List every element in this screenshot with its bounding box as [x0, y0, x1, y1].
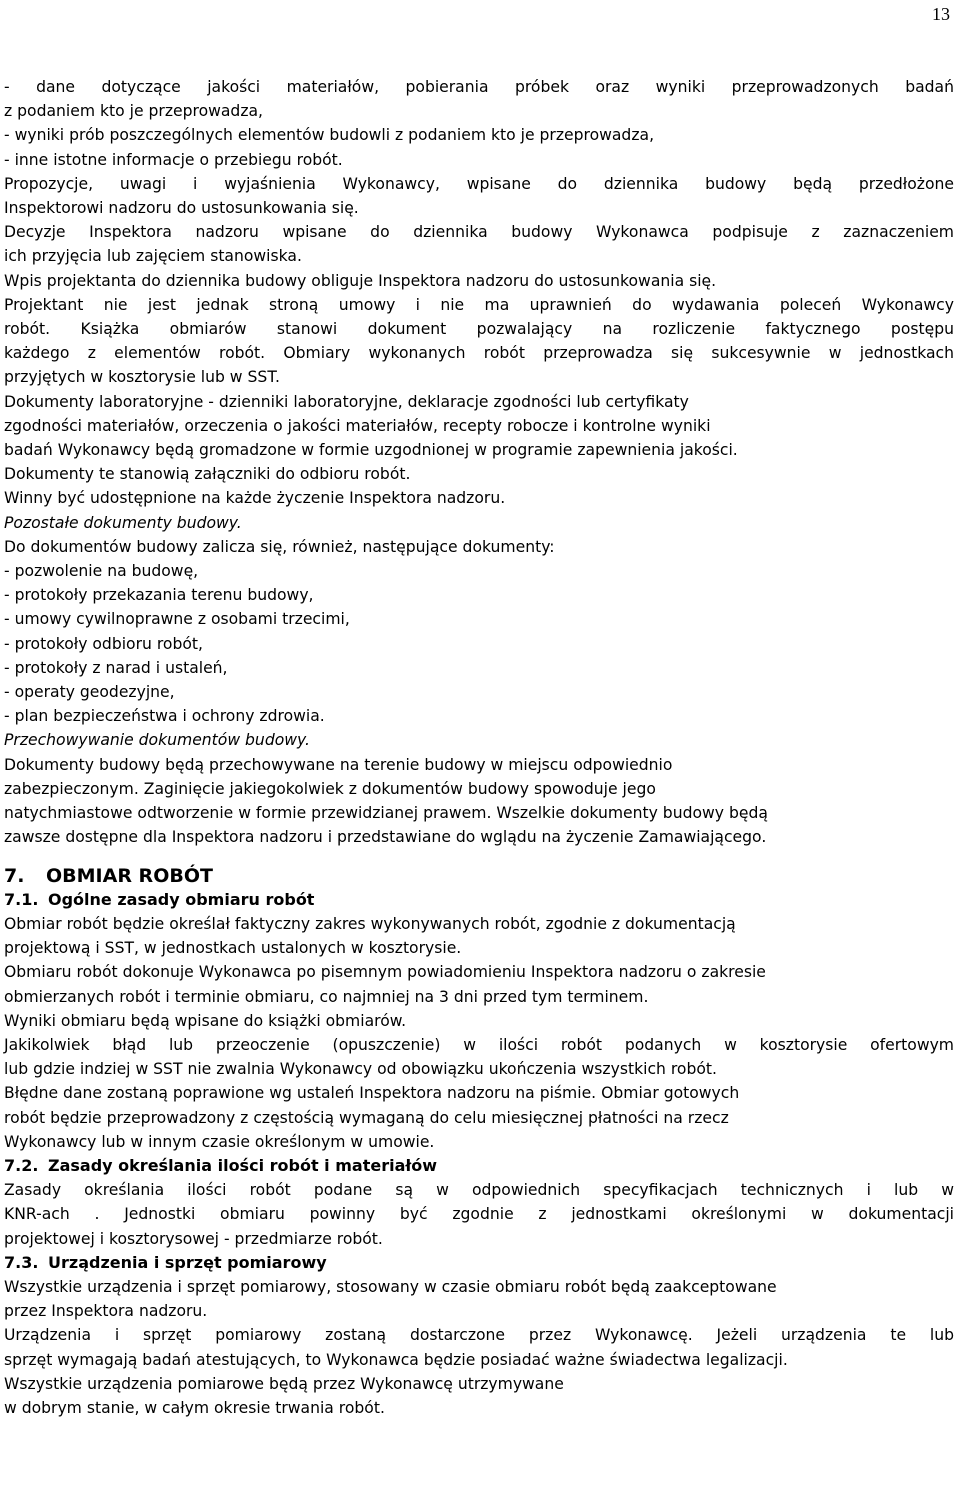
text-line: Zasady określania ilości robót podane są w odpowiednich specyfikacjach technicznych i lub w [4, 1181, 954, 1200]
subsection-title: Zasady określania ilości robót i materiałów [48, 1155, 438, 1175]
text-line: z podaniem kto je przeprowadza, [4, 102, 264, 121]
list-item: - operaty geodezyjne, [4, 683, 175, 702]
text-line: Winny być udostępnione na każde życzenie Inspektora nadzoru. [4, 489, 506, 508]
text-line: robót będzie przeprowadzony z częstością wymaganą do celu miesięcznej płatności na rzecz [4, 1108, 729, 1127]
text-line: - wyniki prób poszczególnych elementów budowli z podaniem kto je przeprowadza, [4, 126, 655, 145]
text-line: - inne istotne informacje o przebiegu robót. [4, 150, 343, 169]
text-line: obmierzanych robót i terminie obmiaru, co najmniej na 3 dni przed tym terminem. [4, 987, 649, 1006]
subsection-heading-7-1 [4, 888, 954, 912]
text-line: Dokumenty laboratoryjne - dzienniki laboratoryjne, deklaracje zgodności lub certyfikaty [4, 392, 689, 411]
text-line: lub gdzie indziej w SST nie zwalnia Wykonawcy od obowiązku ukończenia wszystkich robót. [4, 1060, 717, 1079]
text-line: Wyniki obmiaru będą wpisane do książki obmiarów. [4, 1011, 407, 1030]
subsection-title-storage: Przechowywanie dokumentów budowy. [4, 731, 310, 750]
subsection-heading-7-3 [4, 1251, 954, 1275]
list-item: - pozwolenie na budowę, [4, 562, 199, 581]
text-line: natychmiastowe odtworzenie w formie przewidzianej prawem. Wszelkie dokumenty budowy będą [4, 804, 768, 823]
section-heading-7 [4, 864, 954, 888]
subsection-number: 7.3. [4, 1252, 39, 1272]
subsection-number: 7.2. [4, 1155, 39, 1175]
text-line: projektowej i kosztorysowej - przedmiarze robót. [4, 1229, 383, 1248]
section-number: 7. [4, 864, 25, 887]
list-item: - umowy cywilnoprawne z osobami trzecimi, [4, 610, 350, 629]
text-line: przez Inspektora nadzoru. [4, 1302, 208, 1321]
text-line: Obmiaru robót dokonuje Wykonawca po pisemnym powiadomieniu Inspektora nadzoru o zakresie [4, 963, 766, 982]
text-line: Urządzenia i sprzęt pomiarowy zostaną dostarczone przez Wykonawcę. Jeżeli urządzenia te lub [4, 1326, 954, 1345]
text-line: ich przyjęcia lub zajęciem stanowiska. [4, 247, 302, 266]
text-line: zawsze dostępne dla Inspektora nadzoru i przedstawiane do wglądu na życzenie Zamawiającego. [4, 828, 767, 847]
text-line: Projektant nie jest jednak stroną umowy i nie ma uprawnień do wydawania poleceń Wykonawcy [4, 295, 954, 314]
text-line: Dokumenty te stanowią załączniki do odbioru robót. [4, 465, 411, 484]
text-line: Do dokumentów budowy zalicza się, również, następujące dokumenty: [4, 537, 555, 556]
list-item: - protokoły przekazania terenu budowy, [4, 586, 314, 605]
list-item: - protokoły z narad i ustaleń, [4, 658, 228, 677]
text-line: Inspektorowi nadzoru do ustosunkowania się. [4, 199, 359, 218]
text-line: sprzęt wymagają badań atestujących, to Wykonawca będzie posiadać ważne świadectwa legalizacji. [4, 1350, 788, 1369]
text-line: robót. Książka obmiarów stanowi dokument pozwalający na rozliczenie faktycznego postępu [4, 320, 954, 339]
text-line: badań Wykonawcy będą gromadzone w formie uzgodnionej w programie zapewnienia jakości. [4, 441, 738, 460]
page-number: 13 [932, 4, 950, 24]
text-line: przyjętych w kosztorysie lub w SST. [4, 368, 280, 387]
text-line: Obmiar robót będzie określał faktyczny zakres wykonywanych robót, zgodnie z dokumentacją [4, 914, 736, 933]
list-item: - protokoły odbioru robót, [4, 634, 203, 653]
section-title: OBMIAR ROBÓT [46, 864, 213, 887]
subsection-title-other-docs: Pozostałe dokumenty budowy. [4, 513, 242, 532]
text-line: Wykonawcy lub w innym czasie określonym w umowie. [4, 1132, 435, 1151]
text-line: w dobrym stanie, w całym okresie trwania robót. [4, 1398, 385, 1417]
subsection-heading-7-2 [4, 1154, 954, 1178]
text-line: Dokumenty budowy będą przechowywane na terenie budowy w miejscu odpowiednio [4, 755, 673, 774]
text-line: Wpis projektanta do dziennika budowy obliguje Inspektora nadzoru do ustosunkowania się. [4, 271, 717, 290]
subsection-title: Ogólne zasady obmiaru robót [48, 889, 315, 909]
text-line: Jakikolwiek błąd lub przeoczenie (opuszczenie) w ilości robót podanych w kosztorysie ofertowym [4, 1035, 954, 1054]
text-line: zgodności materiałów, orzeczenia o jakości materiałów, recepty robocze i kontrolne wyniki [4, 416, 711, 435]
text-line: Wszystkie urządzenia i sprzęt pomiarowy, stosowany w czasie obmiaru robót będą zaakceptowane [4, 1277, 777, 1296]
text-line: Wszystkie urządzenia pomiarowe będą przez Wykonawcę utrzymywane [4, 1374, 564, 1393]
text-line: każdego z elementów robót. Obmiary wykonanych robót przeprowadza się sukcesywnie w jednostkach [4, 344, 954, 363]
text-line: - dane dotyczące jakości materiałów, pobierania próbek oraz wyniki przeprowadzonych badań [4, 78, 954, 96]
text-line: projektową i SST, w jednostkach ustalonych w kosztorysie. [4, 939, 462, 958]
text-line: zabezpieczonym. Zaginięcie jakiegokolwiek z dokumentów budowy spowoduje jego [4, 779, 656, 798]
text-line: Propozycje, uwagi i wyjaśnienia Wykonawcy, wpisane do dziennika budowy będą przedłożone [4, 174, 954, 193]
list-item: - plan bezpieczeństwa i ochrony zdrowia. [4, 707, 325, 726]
text-line: Decyzje Inspektora nadzoru wpisane do dziennika budowy Wykonawca podpisuje z zaznaczeniem [4, 223, 954, 242]
subsection-title: Urządzenia i sprzęt pomiarowy [48, 1252, 327, 1272]
text-line: Błędne dane zostaną poprawione wg ustaleń Inspektora nadzoru na piśmie. Obmiar gotowych [4, 1084, 740, 1103]
text-line: KNR-ach . Jednostki obmiaru powinny być zgodnie z jednostkami określonymi w dokumentacji [4, 1205, 954, 1224]
document-body [4, 75, 954, 1420]
subsection-number: 7.1. [4, 889, 39, 909]
